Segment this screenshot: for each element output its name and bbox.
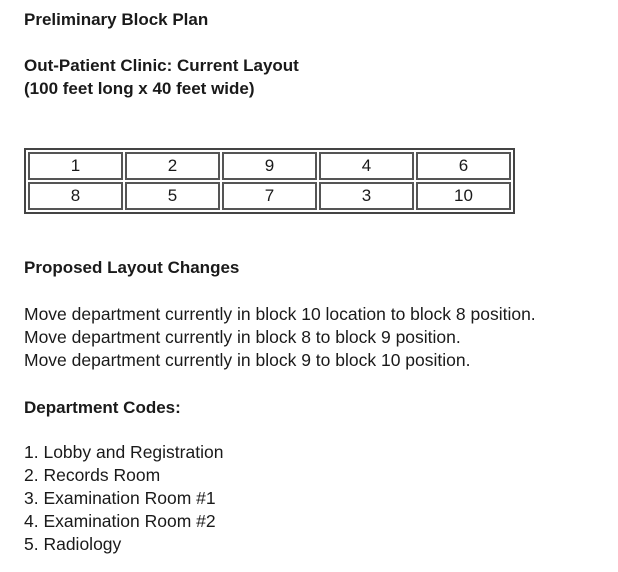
list-item: 2. Records Room <box>24 465 161 485</box>
list-item: 1. Lobby and Registration <box>24 442 224 462</box>
layout-dimensions: (100 feet long x 40 feet wide) <box>24 79 255 98</box>
block-cell: 5 <box>125 182 220 210</box>
department-codes-title: Department Codes: <box>24 398 181 417</box>
block-row <box>28 182 511 210</box>
block-cell: 4 <box>319 152 414 180</box>
department-codes-list <box>24 441 223 556</box>
list-item: Move department currently in block 8 to block 9 position. <box>24 327 461 347</box>
block-cell: 10 <box>416 182 511 210</box>
block-cell: 3 <box>319 182 414 210</box>
list-item: Move department currently in block 9 to block 10 position. <box>24 350 471 370</box>
list-item: 3. Examination Room #1 <box>24 488 216 508</box>
block-cell: 8 <box>28 182 123 210</box>
block-cell: 9 <box>222 152 317 180</box>
list-item: Move department currently in block 10 location to block 8 position. <box>24 304 536 324</box>
block-cell: 7 <box>222 182 317 210</box>
block-plan-table <box>24 148 515 214</box>
layout-title: Out-Patient Clinic: Current Layout <box>24 56 299 75</box>
proposed-changes-title: Proposed Layout Changes <box>24 258 240 277</box>
document-title: Preliminary Block Plan <box>24 10 209 29</box>
proposed-changes-list <box>24 303 536 372</box>
list-item: 5. Radiology <box>24 534 122 554</box>
list-item: 4. Examination Room #2 <box>24 511 216 531</box>
block-cell: 1 <box>28 152 123 180</box>
block-cell: 6 <box>416 152 511 180</box>
block-row <box>28 152 511 180</box>
block-cell: 2 <box>125 152 220 180</box>
